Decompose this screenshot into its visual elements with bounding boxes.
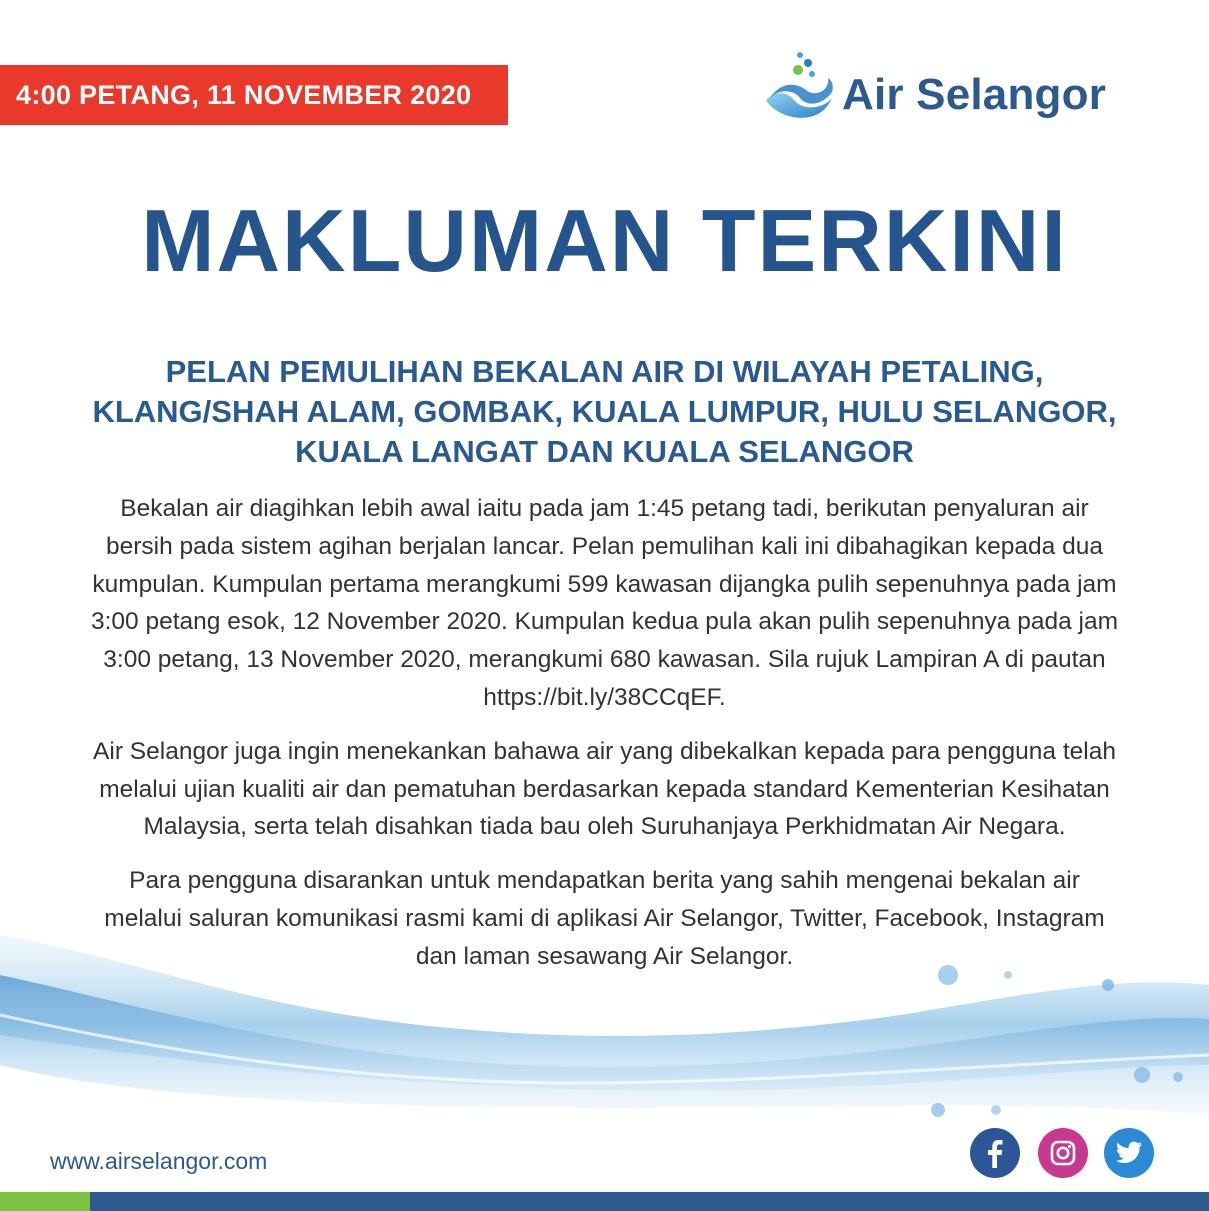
body-line: https://bit.ly/38CCqEF. xyxy=(483,683,726,711)
body-line: 3:00 petang esok, 12 November 2020. Kumpulan kedua pula akan pulih sepenuhnya pada jam xyxy=(90,608,1118,636)
body-line: Para pengguna disarankan untuk mendapatkan berita yang sahih mengenai bekalan air xyxy=(129,867,1080,895)
date-banner xyxy=(0,65,508,125)
date-banner-text: 4:00 PETANG, 11 NOVEMBER 2020 xyxy=(16,79,472,110)
logo-wordmark: Air Selangor xyxy=(842,70,1107,119)
water-splash-decoration xyxy=(0,915,1209,1175)
body-line: Bekalan air diagihkan lebih awal iaitu pada jam 1:45 petang tadi, berikutan penyaluran air xyxy=(120,495,1089,522)
subheading xyxy=(40,352,1169,472)
website-link[interactable]: www.airselangor.com xyxy=(50,1148,268,1174)
footer-bar-accent xyxy=(0,1192,90,1211)
facebook-icon[interactable] xyxy=(970,1128,1020,1178)
body-line: 3:00 petang, 13 November 2020, merangkumi 680 kawasan. Sila rujuk Lampiran A di pautan xyxy=(103,646,1106,674)
facebook-glyph xyxy=(982,1138,1008,1168)
instagram-glyph xyxy=(1049,1139,1077,1167)
twitter-glyph xyxy=(1115,1141,1143,1165)
body-line: Air Selangor juga ingin menekankan bahawa air yang dibekalkan kepada para pengguna telah xyxy=(93,737,1116,765)
subheading-line: KUALA LANGAT DAN KUALA SELANGOR xyxy=(295,434,914,469)
water-drop-logo-icon xyxy=(764,48,840,128)
subheading-line: KLANG/SHAH ALAM, GOMBAK, KUALA LUMPUR, HULU SELANGOR, xyxy=(92,394,1117,429)
body-line: melalui ujian kualiti air dan pematuhan berdasarkan kepada standard Kementerian Kesihatan xyxy=(99,775,1110,803)
instagram-icon[interactable] xyxy=(1038,1128,1088,1178)
body-line: kumpulan. Kumpulan pertama merangkumi 599 kawasan dijangka pulih sepenuhnya pada jam xyxy=(92,570,1117,598)
subheading-line: PELAN PEMULIHAN BEKALAN AIR DI WILAYAH PETALING, xyxy=(165,354,1044,389)
body-line: Malaysia, serta telah disahkan tiada bau oleh Suruhanjaya Perkhidmatan Air Negara. xyxy=(143,813,1066,841)
paragraph-supply-schedule xyxy=(40,490,1169,717)
air-selangor-logo xyxy=(764,48,1109,128)
footer-bar xyxy=(0,1192,1209,1211)
twitter-icon[interactable] xyxy=(1104,1128,1154,1178)
body-line: melalui saluran komunikasi rasmi kami di aplikasi Air Selangor, Twitter, Facebook, Instagram xyxy=(104,904,1105,932)
page-title: MAKLUMAN TERKINI xyxy=(141,191,1068,290)
body-line: dan laman sesawang Air Selangor. xyxy=(415,942,794,970)
paragraph-water-quality xyxy=(40,733,1169,846)
body-line: bersih pada sistem agihan berjalan lancar. Pelan pemulihan kali ini dibahagikan kepada dua xyxy=(105,532,1103,560)
